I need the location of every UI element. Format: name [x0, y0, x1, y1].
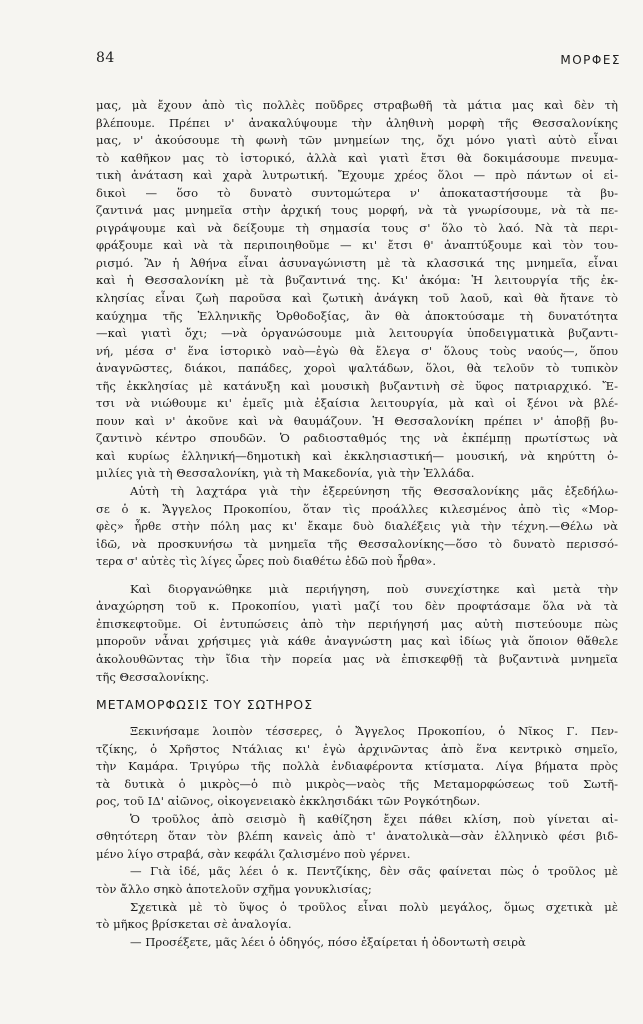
text-line: κλησίας εἶναι ζωὴ παροῦσα καὶ ζωτικὴ ἀνάγκη τοῦ λαοῦ, καὶ θὰ ἤτανε τὸ — [96, 291, 618, 306]
text-line: ριγράψουμε καὶ νὰ δείξουμε τὴ σημασία τους σ' ὅλο τὸ λαό. Νὰ τὰ περι- — [96, 220, 618, 235]
paragraph — [96, 863, 618, 898]
text-line: τὸ μῆκος βρίσκεται σὲ ἀναλογία. — [96, 917, 292, 932]
text-line: φὲς» ἦρθε στὴν πόλη μας κι' ἔκαμε δυὸ διαλέξεις γιὰ τὴν τέχνη.—Θέλω νὰ — [96, 519, 618, 534]
text-line: ρισμό. Ἂν ἡ Ἀθήνα εἶναι ἀσυναγώνιστη μὲ τὰ κλασσικά της μνημεῖα, εἶναι — [96, 255, 618, 270]
text-line: ἀναγνῶστες, διάκοι, παπάδες, χοροὶ ψαλτάδων, ὅλοι, θὰ τελοῦν τὸ τυπικὸν — [96, 361, 618, 376]
text-line: τὸ καθῆκον μας τὸ ἱστορικό, ἀλλὰ καὶ γιατὶ ἔτσι θὰ δοκιμάσουμε πνευμα- — [96, 150, 618, 165]
text-line: καὶ ἡ Θεσσαλονίκη μὲ τὰ βυζαντινά της. Κι' ἀκόμα: Ἡ λειτουργία τῆς ἐκ- — [96, 273, 618, 288]
paragraph — [96, 899, 618, 934]
paragraph — [96, 723, 618, 811]
paragraph — [96, 97, 618, 483]
page-number: 84 — [96, 50, 115, 66]
text-line: καὶ κυρίως ἑλληνική—δημοτικὴ καὶ ἐκκλησιαστική— μουσική, νὰ κηρύττη ὁ- — [96, 448, 618, 463]
text-line: ἰδῶ, νὰ προσκυνήσω τὰ μνημεῖα τῆς Θεσσαλονίκης—ὅσο τὸ δυνατὸ περισσό- — [96, 536, 618, 551]
text-line: μιλίες γιὰ τὴ Θεσσαλονίκη, γιὰ τὴ Μακεδονία, γιὰ τὴν Ἑλλάδα. — [96, 466, 475, 481]
text-line: μποροῦν νἆναι χρήσιμες γιὰ κάθε ἀναγνώστη μας καὶ ἰδίως γιὰ ὅποιον θἄθελε — [96, 634, 618, 649]
text-line: βλέπουμε. Πρέπει ν' ἀνακαλύψουμε τὴν ἀληθινὴ μορφὴ τῆς Θεσσαλονίκης — [96, 115, 618, 130]
text-line: ζαντινά μας μνημεῖα στὴν ἀρχική τους μορφή, νὰ τὰ γνωρίσουμε, νὰ τὰ πε- — [96, 203, 618, 218]
text-line: τὸν ἄλλο σηκὸ ἀποτελοῦν σχῆμα γονυκλισίας; — [96, 881, 372, 896]
text-line: τικὴ ἀνάταση καὶ χαρὰ λυτρωτική. Ἔχουμε χρέος ὅλοι — πρὸ πάντων οἱ εἰ- — [96, 168, 618, 183]
text-line: μας, ν' ἀκούσουμε τὴ φωνὴ τῶν μνημείων της, ὄχι μόνο γιατὶ αὐτὸ εἶναι — [96, 133, 618, 148]
text-line: Καὶ διοργανώθηκε μιὰ περιήγηση, ποὺ συνεχίστηκε καὶ μετὰ τὴν — [130, 581, 618, 596]
text-line: δικοὶ — ὅσο τὸ δυνατὸ συντομώτερα ν' ἀποκαταστήσουμε τὰ βυ- — [96, 185, 618, 200]
paragraph — [96, 811, 618, 864]
text-line: νή, μέσα σ' ἕνα ἱστορικὸ ναὸ—ἐγὼ θὰ ἔλεγα σ' ὅλους τοὺς ναούς—, ὅπου — [96, 343, 618, 358]
text-line: τερα σ' αὐτὲς τὶς λίγες ὧρες ποὺ διαθέτω ἐδῶ ποὺ ἦρθα». — [96, 554, 437, 569]
text-line: τῆς ἐκκλησίας μὲ κατάνυξη καὶ μουσικὴ βυζαντινὴ σὲ ὕφος πατριαρχικό. Ἔ- — [96, 378, 618, 393]
text-line: τζίκης, ὁ Χρῆστος Ντάλιας κι' ἐγὼ ἀρχινῶντας ἀπὸ ἕνα κεντρικὸ σημεῖο, — [96, 741, 618, 756]
article-text — [96, 97, 618, 951]
text-line: Ὁ τροῦλος ἀπὸ σεισμὸ ἢ καθίζηση ἔχει πάθει κλίση, ποὺ γίνεται αἰ- — [130, 811, 618, 826]
text-line: ἀναχώρηση τοῦ κ. Προκοπίου, γιατὶ μαζί του δὲν προφτάσαμε ὅλα νὰ τὰ — [96, 599, 618, 614]
text-line: —καὶ γιατὶ ὄχι; —νὰ ὀργανώσουμε μιὰ λειτουργία ὑποδειγματικὰ βυζαντι- — [96, 326, 618, 341]
running-title: ΜΟΡΦΕΣ — [560, 53, 621, 67]
text-line: τὴν Καμάρα. Τριγύρω τῆς πολλὰ ἐνδιαφέροντα κτίσματα. Λίγα βήματα πρὸς — [96, 759, 618, 774]
text-line: — Προσέξετε, μᾶς λέει ὁ ὁδηγός, πόσο ἐξαίρεται ἡ ὀδοντωτὴ σειρὰ — [130, 934, 526, 949]
text-line: ζαντινὸ κέντρο σπουδῶν. Ὁ ραδιοσταθμός της νὰ ἐκπέμπῃ πρωτίστως νὰ — [96, 431, 618, 446]
paragraph — [96, 934, 618, 952]
text-line: Σχετικὰ μὲ τὸ ὕψος ὁ τροῦλος εἶναι πολὺ μεγάλος, ὅμως σχετικὰ μὲ — [130, 899, 618, 914]
text-line: τῆς Θεσσαλονίκης. — [96, 669, 209, 684]
paragraph — [96, 581, 618, 686]
text-line: τὰ δυτικὰ ὁ μικρὸς—ὁ πιὸ μικρὸς—ναὸς τῆς Μεταμορφώσεως τοῦ Σωτῆ- — [96, 776, 618, 791]
text-line: Αὐτὴ τὴ λαχτάρα γιὰ τὴν ἐξερεύνηση τῆς Θεσσαλονίκης μᾶς ἐξεδήλω- — [130, 484, 618, 499]
text-line: σθητότερη ὅταν τὸν βλέπη κανεὶς ἀπὸ τ' ἀνατολικὰ—σὰν ἑλληνικὸ φέσι βιδ- — [96, 829, 618, 844]
text-line: καύχημα τῆς Ἑλληνικῆς Ὀρθοδοξίας, ἂν θὰ ἀποκτούσαμε τὴ δυνατότητα — [96, 308, 618, 323]
text-line: ἀκολουθῶντας τὴν ἴδια τὴν πορεία μας νὰ ἐπισκεφθῇ τὰ βυζαντινὰ μνημεῖα — [96, 651, 618, 666]
text-line: φράξουμε καὶ νὰ τὰ περιποιηθοῦμε — κι' ἔτσι θ' ἀναπτύξουμε καὶ τὸν του- — [96, 238, 618, 253]
text-line: — Γιὰ ἰδέ, μᾶς λέει ὁ κ. Πεντζίκης, δὲν σᾶς φαίνεται πὼς ὁ τροῦλος μὲ — [130, 864, 618, 879]
text-line: ρος, τοῦ ΙΔ' αἰῶνος, οἰκογενειακὸ ἐκκλησιδάκι τῶν Ρογκότηδων. — [96, 794, 481, 809]
section-heading: ΜΕΤΑΜΟΡΦΩΣΙΣ ΤΟΥ ΣΩΤΗΡΟΣ — [96, 697, 314, 713]
paragraph — [96, 483, 618, 571]
text-line: μένο λίγο στραβά, σὰν κεφάλι ζαλισμένο ποὺ γέρνει. — [96, 846, 411, 861]
text-line: πουν καὶ ν' ἀκοῦνε καὶ νὰ θαυμάζουν. Ἡ Θεσσαλονίκη πρέπει ν' ἀποβῇ βυ- — [96, 413, 618, 428]
text-line: μας, μὰ ἔχουν ἀπὸ τὶς πολλὲς ποῦδρες στραβωθῆ τὰ μάτια μας καὶ δὲν τὴ — [96, 98, 618, 112]
text-line: ἐπισκεφτοῦμε. Οἱ ἐντυπώσεις ἀπὸ τὴν περιήγησή μας αὐτὴ πιστεύουμε πὼς — [96, 616, 618, 631]
text-line: Ξεκινήσαμε λοιπὸν τέσσερες, ὁ Ἄγγελος Προκοπίου, ὁ Νῖκος Γ. Πεν- — [130, 724, 618, 739]
text-line: σε ὁ κ. Ἄγγελος Προκοπίου, ὅταν τὶς προάλλες κιλεσμένος ἀπὸ τὶς «Μορ- — [96, 501, 618, 516]
text-line: τσι νὰ νιώθουμε κι' ἐμεῖς μιὰ ἐξαίσια λειτουργία, μὰ καὶ οἱ ξένοι νὰ βλέ- — [96, 396, 618, 411]
